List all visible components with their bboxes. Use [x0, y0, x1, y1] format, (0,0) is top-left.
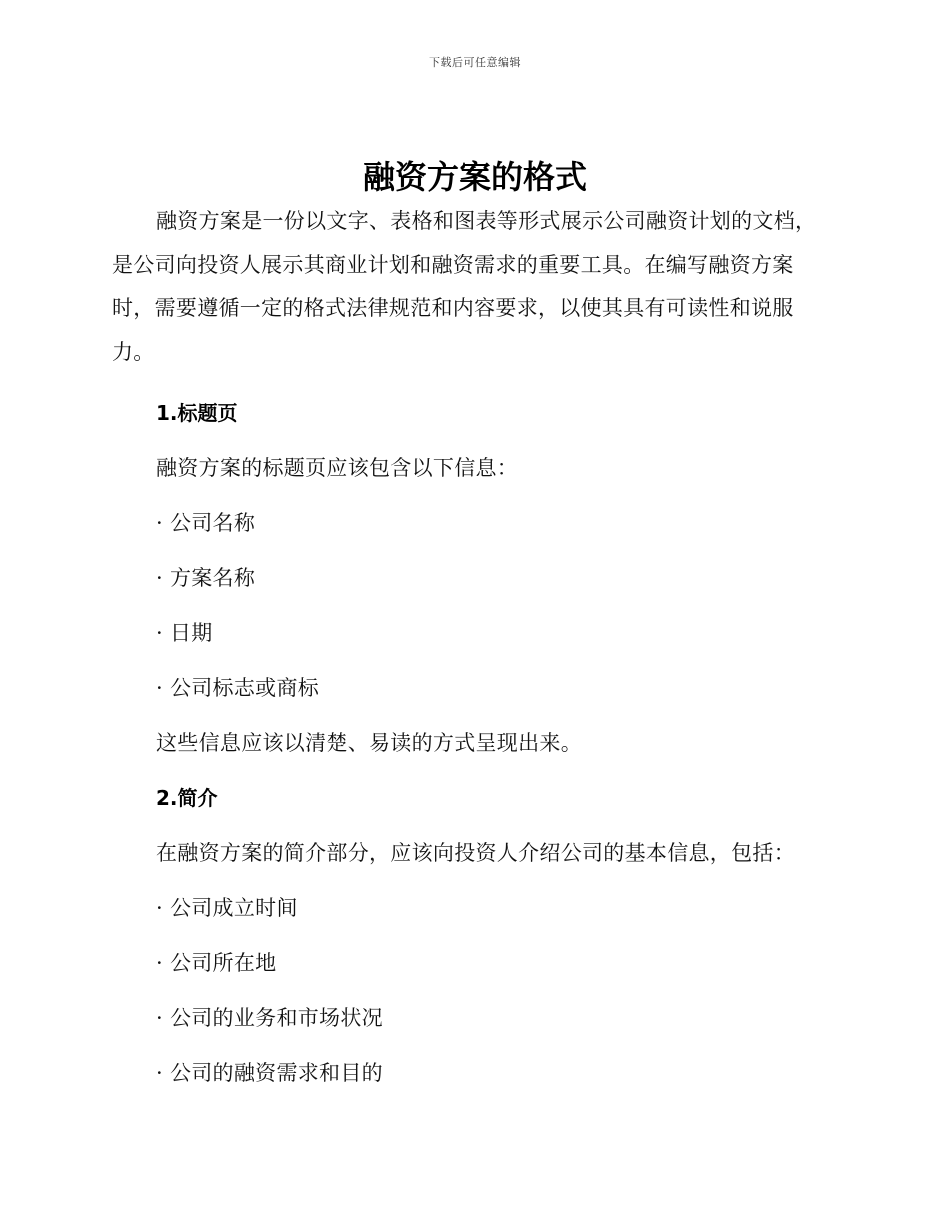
list-item: · 公司成立时间 — [156, 896, 298, 920]
section-lead: 在融资方案的简介部分，应该向投资人介绍公司的基本信息，包括： — [156, 841, 795, 865]
list-item: · 日期 — [156, 621, 213, 645]
section-lead: 融资方案的标题页应该包含以下信息： — [156, 456, 519, 480]
section-heading-intro: 2.简介 — [156, 786, 218, 810]
list-item: · 公司所在地 — [156, 951, 277, 975]
section-heading-title-page: 1.标题页 — [156, 401, 238, 425]
list-item: · 公司的融资需求和目的 — [156, 1061, 383, 1085]
intro-paragraph: 融资方案是一份以文字、表格和图表等形式展示公司融资计划的文档，是公司向投资人展示其商业计划和融资需求的重要工具。在编写融资方案时，需要遵循一定的格式法律规范和内容要求，以使其具有可读性和说服力。 — [112, 209, 817, 364]
list-item: · 公司的业务和市场状况 — [156, 1006, 383, 1030]
document-body — [112, 200, 818, 1089]
page-header-note: 下载后可任意编辑 — [429, 56, 521, 69]
list-item: · 公司名称 — [156, 511, 256, 535]
list-item: · 公司标志或商标 — [156, 676, 320, 700]
section-closing: 这些信息应该以清楚、易读的方式呈现出来。 — [156, 731, 582, 755]
list-item: · 方案名称 — [156, 566, 256, 590]
document-title: 融资方案的格式 — [362, 158, 587, 196]
